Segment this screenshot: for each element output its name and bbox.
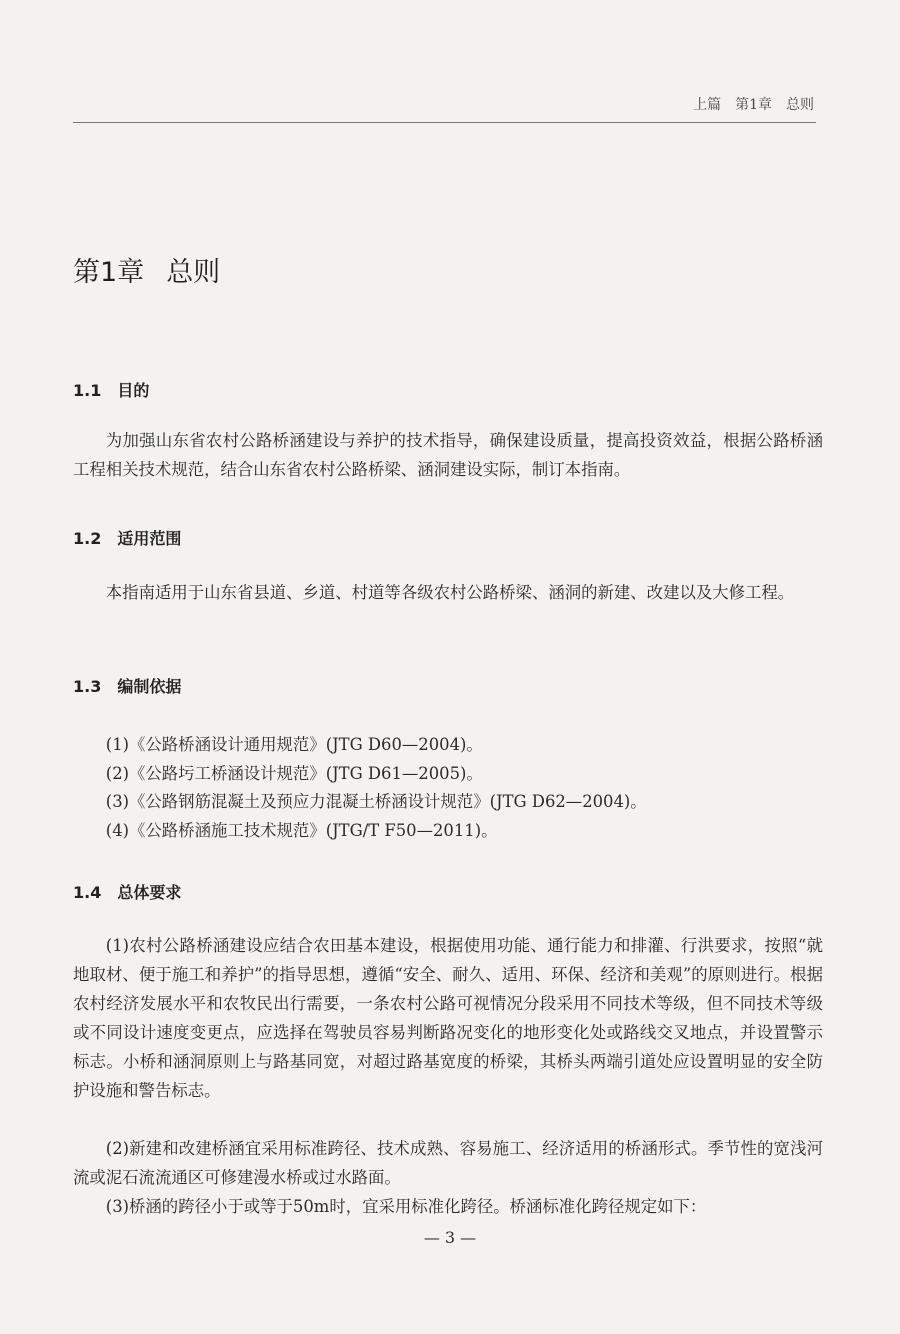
section-title: 适用范围 — [117, 529, 182, 548]
chapter-title — [73, 250, 242, 289]
paragraph: (2)新建和改建桥涵宜采用标准跨径、技术成熟、容易施工、经济适用的桥涵形式。季节性的宽浅河流或泥石流流通区可修建漫水桥或过水路面。 — [73, 1139, 823, 1187]
list-item: (4)《公路桥涵施工技术规范》(JTG/T F50—2011)。 — [105, 820, 498, 840]
running-header: 上篇 第1章 总则 — [693, 97, 814, 113]
paragraph: (1)农村公路桥涵建设应结合农田基本建设，根据使用功能、通行能力和排灌、行洪要求，按照“就地取材、便于施工和养护”的指导思想，遵循“安全、耐久、适用、环保、经济和美观”的原则进行。根据农村经济发展水平和农牧民出行需要，一条农村公路可视情况分段采用不同技术等级，但不同技术等级或不同设计速度变更点，应选择在驾驶员容易判断路况变化的地形变化处或路线交叉地点，并设置警示标志。小桥和涵洞原则上与路基同宽，对超过路基宽度的桥梁，其桥头两端引道处应设置明显的安全防护设施和警告标志。 — [73, 936, 823, 1100]
section-title: 编制依据 — [117, 677, 182, 696]
reference-list — [73, 731, 823, 845]
chapter-name: 总则 — [166, 257, 221, 288]
section-heading-1-4 — [73, 880, 181, 903]
page-number: — 3 — — [423, 1228, 477, 1247]
section-number: 1.4 — [73, 883, 102, 902]
chapter-number: 第1章 — [73, 257, 145, 288]
list-item: (3)《公路钢筋混凝土及预应力混凝土桥涵设计规范》(JTG D62—2004)。 — [105, 792, 647, 811]
section-heading-1-2 — [73, 526, 181, 549]
section-number: 1.3 — [73, 677, 102, 696]
section-number: 1.2 — [73, 529, 102, 548]
section-title: 总体要求 — [117, 883, 182, 902]
paragraph: 本指南适用于山东省县道、乡道、村道等各级农村公路桥梁、涵洞的新建、改建以及大修工程。 — [105, 583, 795, 602]
section-heading-1-3 — [73, 674, 181, 697]
section-number: 1.1 — [73, 381, 102, 400]
list-item: (1)《公路桥涵设计通用规范》(JTG D60—2004)。 — [105, 735, 483, 754]
section-title: 目的 — [117, 381, 150, 400]
header-rule — [73, 122, 816, 123]
section-heading-1-1 — [73, 378, 149, 401]
list-item: (2)《公路圬工桥涵设计规范》(JTG D61—2005)。 — [105, 763, 483, 783]
paragraph: 为加强山东省农村公路桥涵建设与养护的技术指导，确保建设质量，提高投资效益，根据公路桥涵工程相关技术规范，结合山东省农村公路桥梁、涵洞建设实际，制订本指南。 — [73, 431, 823, 479]
paragraph: (3)桥涵的跨径小于或等于50m时，宜采用标准化跨径。桥涵标准化跨径规定如下： — [105, 1197, 707, 1216]
